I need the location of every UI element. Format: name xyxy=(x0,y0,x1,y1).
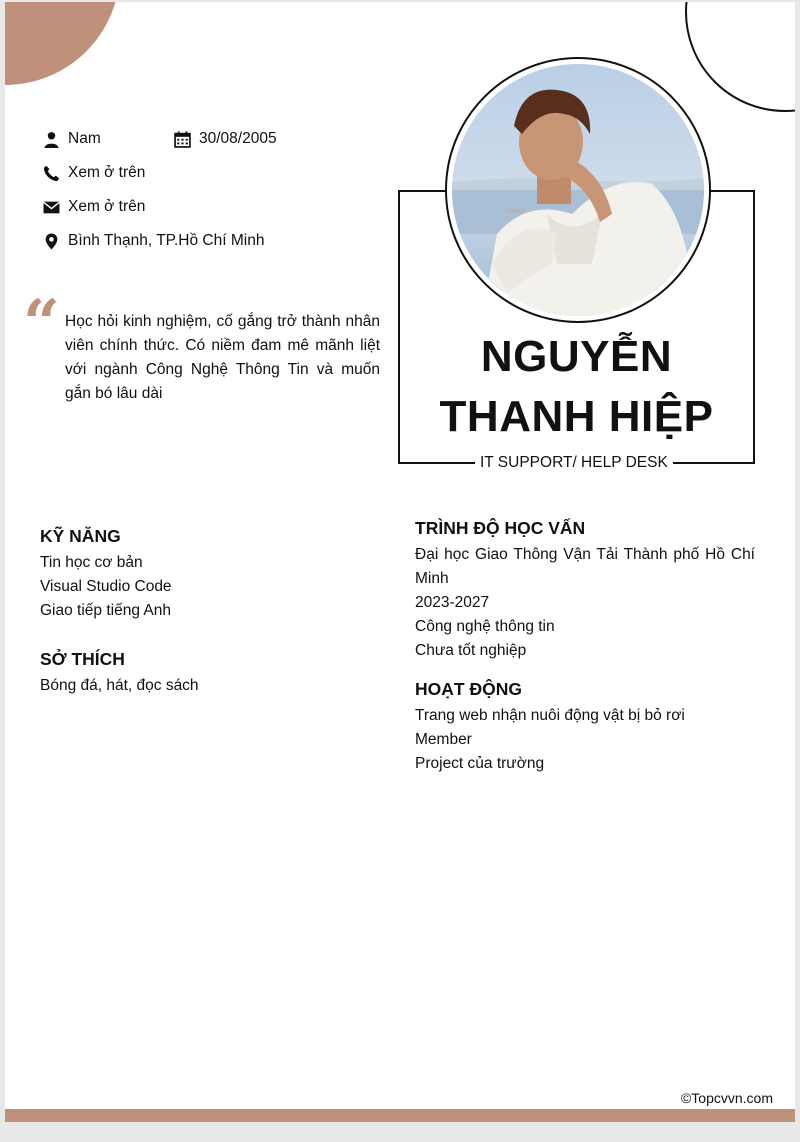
career-objective: Học hỏi kinh nghiệm, cố gắng trở thành nhân viên chính thức. Có niềm đam mê mãnh liệt với ngành Công Nghệ Thông Tin và muốn gắn bó lâu dài xyxy=(65,313,380,402)
activities-list xyxy=(415,704,685,776)
list-item: Bóng đá, hát, đọc sách xyxy=(40,677,199,694)
list-item: Giao tiếp tiếng Anh xyxy=(40,602,171,619)
phone-row xyxy=(43,164,145,182)
list-item: Visual Studio Code xyxy=(40,578,172,595)
hobbies-title: SỞ THÍCH xyxy=(40,649,125,669)
avatar xyxy=(452,64,704,316)
user-icon xyxy=(43,131,60,148)
list-item: Trang web nhận nuôi động vật bị bỏ rơi xyxy=(415,707,685,724)
gender-value: Nam xyxy=(68,130,101,147)
phone-icon xyxy=(43,165,60,182)
activities-title: HOẠT ĐỘNG xyxy=(415,679,522,699)
avatar-photo xyxy=(452,64,704,316)
list-item: Project của trường xyxy=(415,755,545,772)
education-title: TRÌNH ĐỘ HỌC VẤN xyxy=(415,518,586,538)
address-value: Bình Thạnh, TP.Hồ Chí Minh xyxy=(68,232,265,249)
birthdate-value: 30/08/2005 xyxy=(199,130,277,147)
hobbies-list xyxy=(40,674,199,698)
education-details xyxy=(415,543,755,663)
name-line-2: THANH HIỆP xyxy=(439,392,714,441)
school-name: Đại học Giao Thông Vận Tải Thành phố Hồ Chí Minh xyxy=(415,546,755,587)
location-pin-icon xyxy=(43,233,60,250)
address-row xyxy=(43,232,264,250)
decorative-ring xyxy=(685,2,795,112)
calendar-icon xyxy=(174,131,191,148)
birthdate-row xyxy=(174,130,277,148)
envelope-icon xyxy=(43,199,60,216)
job-title: IT SUPPORT/ HELP DESK xyxy=(475,454,673,472)
quote-icon: “ xyxy=(23,286,60,361)
cv-page xyxy=(5,2,795,1122)
phone-value: Xem ở trên xyxy=(68,164,146,181)
list-item: Member xyxy=(415,731,472,748)
email-value: Xem ở trên xyxy=(68,198,146,215)
name-line-1: NGUYỄN xyxy=(480,332,673,381)
list-item: Tin học cơ bản xyxy=(40,554,143,571)
graduation-status: Chưa tốt nghiệp xyxy=(415,642,527,659)
decorative-corner-circle xyxy=(5,2,120,85)
email-row xyxy=(43,198,145,216)
gender-row xyxy=(43,130,101,148)
bottom-accent-bar xyxy=(5,1109,795,1122)
major: Công nghệ thông tin xyxy=(415,618,555,635)
copyright-text: ©Topcvvn.com xyxy=(680,1090,773,1106)
study-period: 2023-2027 xyxy=(415,594,490,611)
skills-title: KỸ NĂNG xyxy=(40,526,121,546)
skills-list xyxy=(40,551,172,623)
